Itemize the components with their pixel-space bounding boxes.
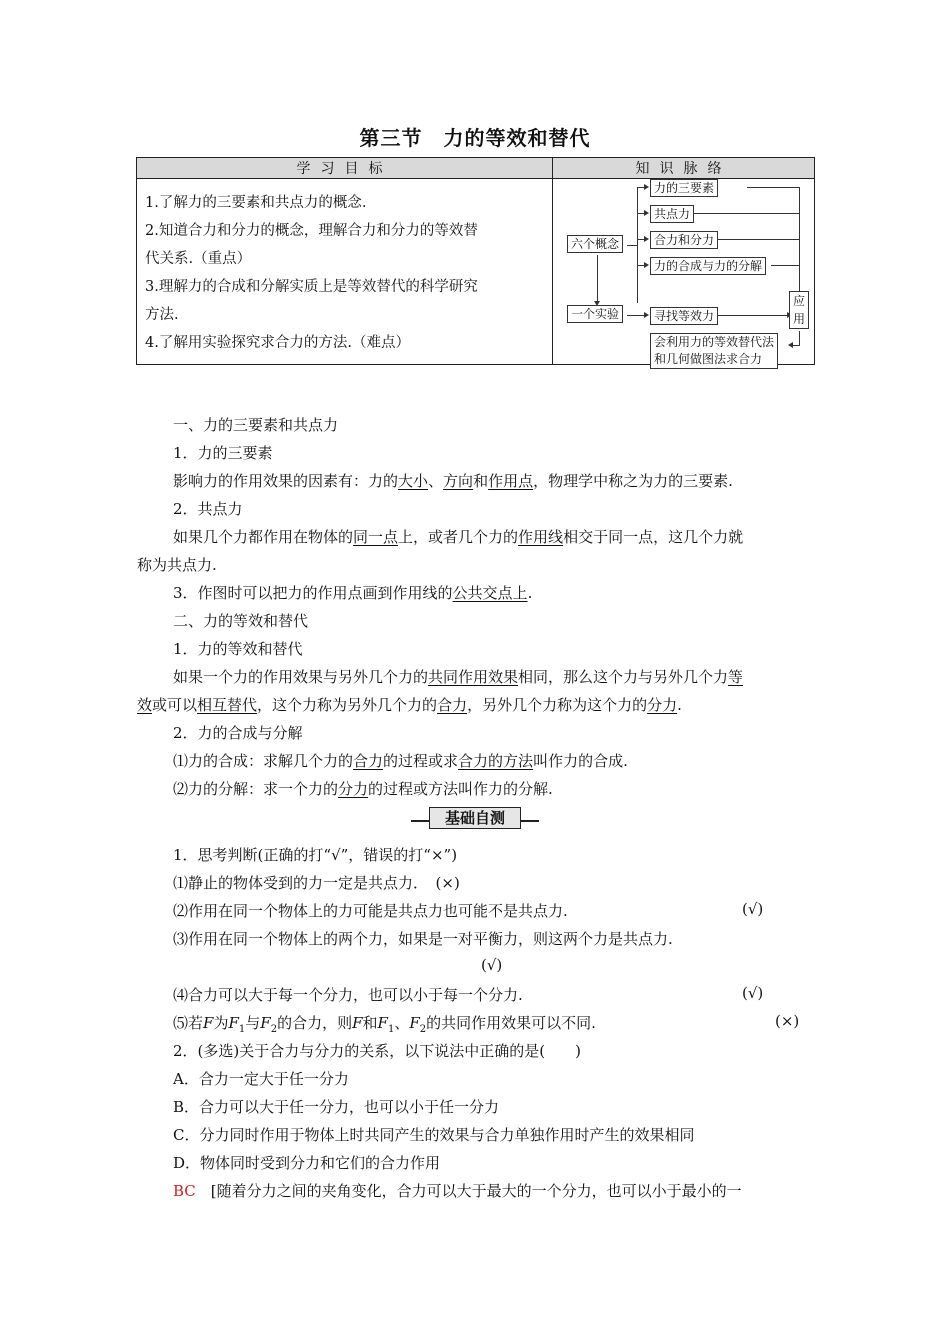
paragraph-continued: 效或可以相互替代，这个力称为另外几个力的合力，另外几个力称为这个力的分力. — [137, 696, 682, 714]
paragraph-continued: 称为共点力. — [137, 556, 217, 574]
fill-blank-answer: 效 — [137, 696, 153, 714]
fill-blank-answer: 分力 — [647, 696, 678, 714]
paragraph: ⑵力的分解：求一个力的分力的过程或方法叫作力的分解. — [173, 780, 553, 798]
fill-blank-answer: 共同作用效果 — [428, 668, 519, 686]
objective-item: 3.理解力的合成和分解实质上是等效替代的科学研究 — [145, 279, 478, 295]
fill-blank-answer: 作用点 — [488, 472, 534, 490]
self-test-banner-label: 基础自测 — [429, 807, 521, 829]
self-test-banner — [411, 807, 539, 829]
objectives-list — [137, 179, 553, 365]
concurrent-force-box: 共点力 — [650, 205, 694, 223]
answer-explanation: BC [随着分力之间的夹角变化，合力可以大于最大的一个分力，也可以小于最小的一 — [173, 1182, 742, 1200]
subsection-heading: 2．共点力 — [173, 500, 243, 518]
subsection-heading: 1．力的等效和替代 — [173, 640, 303, 658]
result-box — [650, 333, 778, 369]
knowledge-map — [553, 179, 815, 365]
objective-item: 方法. — [145, 307, 179, 323]
objectives-header: 学习目标 — [137, 158, 553, 179]
section-heading: 二、力的等效和替代 — [173, 612, 309, 630]
answer-key: BC — [173, 1182, 196, 1200]
option-b: B．合力可以大于任一分力，也可以小于任一分力 — [173, 1098, 500, 1116]
page-title: 第三节 力的等效和替代 — [359, 126, 591, 150]
question: 1．思考判断(正确的打“√”，错误的打“×”) — [173, 846, 458, 864]
fill-blank-answer: 合力 — [353, 752, 384, 770]
paragraph: ⑴力的合成：求解几个力的合力的过程或求合力的方法叫作力的合成. — [173, 752, 628, 770]
judgement-item: ⑴静止的物体受到的力一定是共点力． (×) — [173, 874, 460, 892]
application-box — [789, 291, 809, 329]
fill-blank-answer: 大小 — [398, 472, 429, 490]
judgement-answer: (×) — [775, 1012, 800, 1030]
option-d: D．物体同时受到分力和它们的合力作用 — [173, 1154, 441, 1172]
fill-blank-answer: 等 — [728, 668, 744, 686]
judgement-answer: (×) — [435, 874, 460, 892]
result-line: 会利用力的等效替代法 — [654, 335, 775, 349]
objective-item: 代关系.（重点） — [145, 251, 252, 267]
judgement-answer: (√) — [481, 956, 503, 974]
paragraph: 影响力的作用效果的因素有：力的大小、方向和作用点，物理学中称之为力的三要素. — [173, 472, 733, 490]
objective-item: 2.知道合力和分力的概念，理解合力和分力的等效替 — [145, 223, 478, 239]
application-char: 用 — [792, 312, 805, 326]
subsection-heading: 2．力的合成与分解 — [173, 724, 303, 742]
fill-blank-answer: 分力 — [338, 780, 369, 798]
six-concepts-box: 六个概念 — [567, 235, 623, 253]
application-char: 应 — [792, 294, 805, 308]
one-experiment-box: 一个实验 — [567, 305, 623, 323]
composition-decomposition-box: 力的合成与力的分解 — [650, 257, 766, 275]
objective-item: 1.了解力的三要素和共点力的概念. — [145, 195, 367, 211]
judgement-item: ⑵作用在同一个物体上的力可能是共点力也可能不是共点力. — [173, 902, 568, 920]
paragraph: 如果一个力的作用效果与另外几个力的共同作用效果相同，那么这个力与另外几个力等 — [173, 668, 744, 686]
judgement-item: ⑶作用在同一个物体上的两个力，如果是一对平衡力，则这两个力是共点力. — [173, 930, 673, 948]
paragraph: 如果几个力都作用在物体的同一点上，或者几个力的作用线相交于同一点，这几个力就 — [173, 528, 744, 546]
resultant-component-box: 合力和分力 — [650, 231, 718, 249]
judgement-answer: (√) — [742, 900, 764, 918]
fill-blank-answer: 相互替代 — [197, 696, 258, 714]
objectives-table — [136, 157, 815, 365]
option-c: C．分力同时作用于物体上时共同产生的效果与合力单独作用时产生的效果相同 — [173, 1126, 695, 1144]
fill-blank-answer: 公共交点上 — [452, 584, 528, 602]
option-a: A．合力一定大于任一分力 — [173, 1070, 349, 1088]
paragraph: 3．作图时可以把力的作用点画到作用线的公共交点上. — [173, 584, 533, 602]
three-elements-box: 力的三要素 — [650, 179, 718, 197]
objective-item: 4.了解用实验探究求合力的方法.（难点） — [145, 335, 410, 351]
fill-blank-answer: 合力 — [437, 696, 468, 714]
fill-blank-answer: 方向 — [443, 472, 474, 490]
fill-blank-answer: 作用线 — [518, 528, 564, 546]
knowledge-map-header: 知识脉络 — [553, 158, 815, 179]
fill-blank-answer: 同一点 — [353, 528, 399, 546]
subsection-heading: 1．力的三要素 — [173, 444, 273, 462]
judgement-answer: (√) — [742, 984, 764, 1002]
judgement-item: ⑷合力可以大于每一个分力，也可以小于每一个分力. — [173, 986, 523, 1004]
result-line: 和几何做图法求合力 — [654, 352, 763, 366]
question: 2．(多选)关于合力与分力的关系，以下说法中正确的是( ) — [173, 1042, 581, 1060]
judgement-item: ⑸若F为$F_1$与$F_2$的合力，则F和$F_1$、$F_2$的共同作用效果可以不同. — [173, 1014, 596, 1035]
section-heading: 一、力的三要素和共点力 — [173, 416, 339, 434]
fill-blank-answer: 合力的方法 — [458, 752, 534, 770]
equivalent-force-box: 寻找等效力 — [650, 307, 718, 325]
